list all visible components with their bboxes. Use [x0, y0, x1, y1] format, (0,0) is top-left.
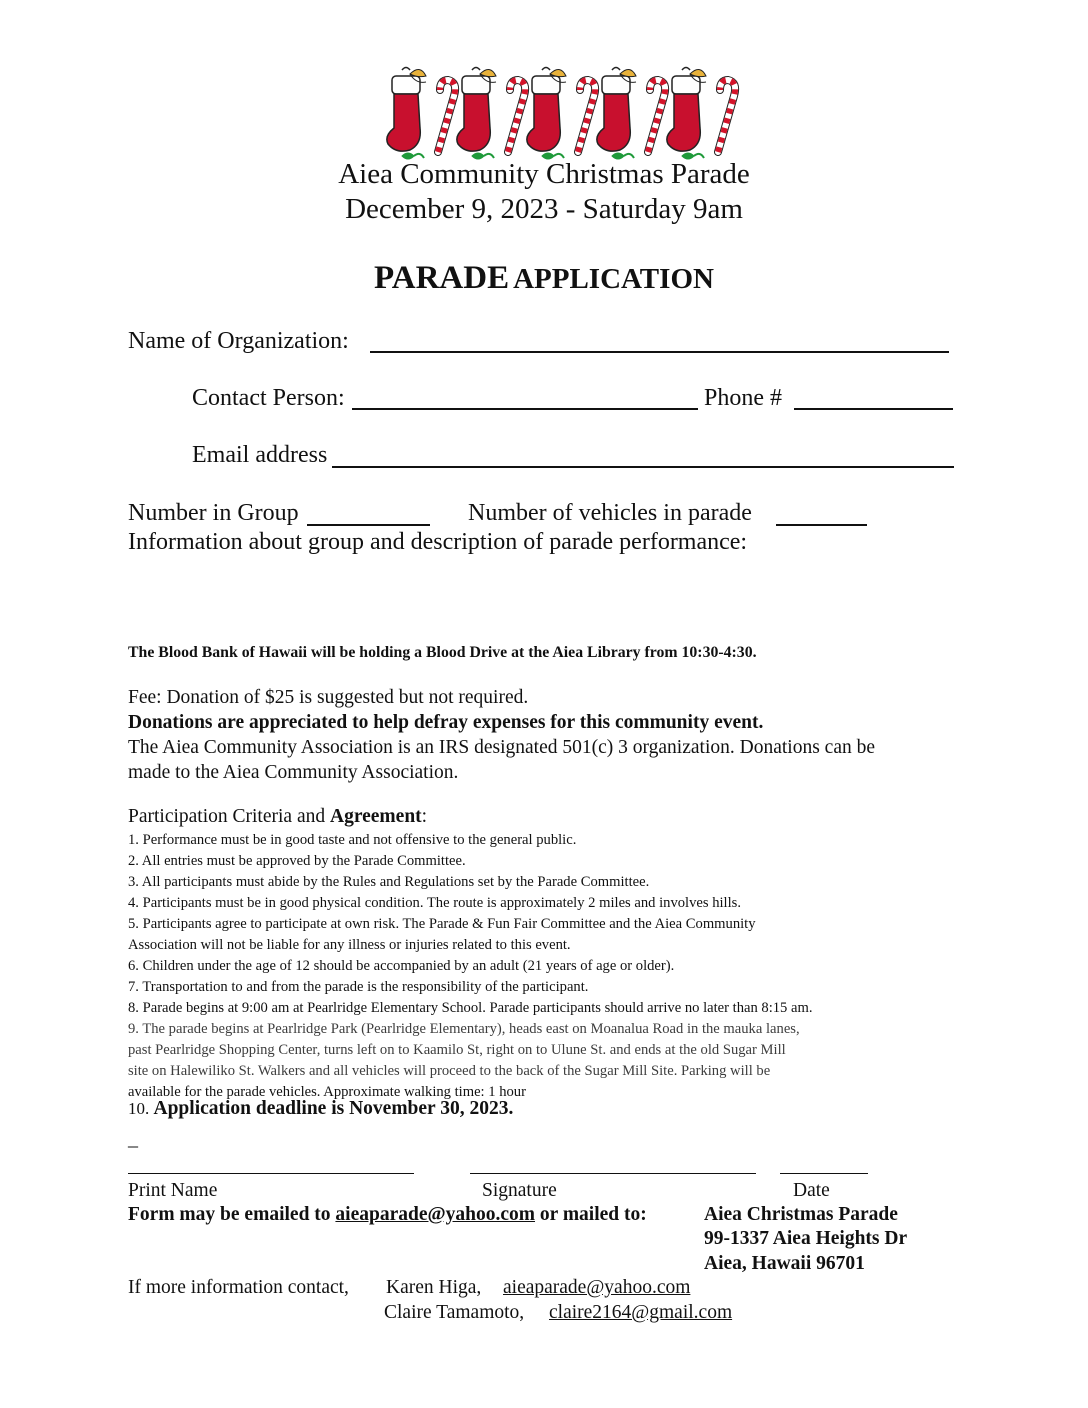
donation-note: Donations are appreciated to help defray expenses for this community event. [128, 712, 764, 733]
contact-input-line[interactable] [352, 408, 698, 410]
criteria-item: 9. The parade begins at Pearlridge Park (Pearlridge Elementary), heads east on Moanalua Road in the mauka lanes, [128, 1021, 800, 1037]
mailing-mid: or mailed to: [535, 1204, 647, 1225]
blood-drive-notice: The Blood Bank of Hawaii will be holding a Blood Drive at the Aiea Library from 10:30-4:30. [128, 644, 757, 661]
criteria-item: 3. All participants must abide by the Rules and Regulations set by the Parade Committee. [128, 874, 650, 890]
contact-email-1[interactable]: aieaparade@yahoo.com [503, 1277, 691, 1298]
mailing-instructions [128, 1204, 647, 1226]
address-line2: 99-1337 Aiea Heights Dr [704, 1228, 908, 1249]
group-count-input-line[interactable] [307, 524, 430, 526]
parade-title: Aiea Community Christmas Parade [338, 158, 750, 190]
deadline-number: 10. [128, 1099, 154, 1118]
criteria-item: available for the parade vehicles. Approximate walking time: 1 hour [128, 1084, 526, 1100]
signature-line[interactable] [470, 1173, 756, 1174]
application-title [0, 260, 1088, 297]
criteria-item: 7. Transportation to and from the parade is the responsibility of the participant. [128, 979, 589, 995]
irs-note-line2: made to the Aiea Community Association. [128, 762, 459, 783]
signature-label: Signature [482, 1180, 557, 1201]
criteria-item: Association will not be liable for any illness or injuries related to this event. [128, 937, 571, 953]
criteria-heading-bold: Agreement [329, 806, 422, 827]
date-line[interactable] [780, 1173, 868, 1174]
contact-name-2: Claire Tamamoto, [384, 1302, 525, 1323]
phone-label: Phone # [704, 385, 782, 411]
fee-line: Fee: Donation of $25 is suggested but not required. [128, 687, 529, 708]
criteria-heading-prefix: Participation Criteria and [128, 806, 330, 827]
contact-email-2[interactable]: claire2164@gmail.com [549, 1302, 733, 1323]
criteria-item: 5. Participants agree to participate at own risk. The Parade & Fun Fair Committee and the Aiea Community [128, 916, 756, 932]
date-label: Date [793, 1180, 830, 1201]
group-count-label: Number in Group [128, 500, 299, 526]
deadline-text: Application deadline is November 30, 2023. [153, 1098, 514, 1119]
criteria-item: 8. Parade begins at 9:00 am at Pearlridge Elementary School. Parade participants should arrive no later than 8:15 am. [128, 1000, 813, 1016]
org-input-line[interactable] [370, 351, 949, 353]
application-title-word1: PARADE [374, 260, 510, 296]
criteria-item: past Pearlridge Shopping Center, turns left on to Kaamilo St, right on to Ulune St. and ends at the old Sugar Mill [128, 1042, 786, 1058]
christmas-stockings-candy-canes-icon [380, 60, 750, 164]
criteria-item: 1. Performance must be in good taste and not offensive to the general public. [128, 832, 577, 848]
vehicles-label: Number of vehicles in parade [468, 500, 752, 526]
contact-prefix: If more information contact, [128, 1277, 349, 1298]
address-line1: Aiea Christmas Parade [704, 1204, 898, 1225]
email-label: Email address [192, 442, 328, 468]
criteria-heading [128, 806, 427, 828]
contact-name-1: Karen Higa, [386, 1277, 482, 1298]
criteria-item: 4. Participants must be in good physical condition. The route is approximately 2 miles and involves hills. [128, 895, 741, 911]
address-line3: Aiea, Hawaii 96701 [704, 1253, 865, 1274]
criteria-item: 6. Children under the age of 12 should be accompanied by an adult (21 years of age or older). [128, 958, 675, 974]
irs-note-line1: The Aiea Community Association is an IRS designated 501(c) 3 organization. Donations can be [128, 737, 875, 758]
criteria-item: 2. All entries must be approved by the Parade Committee. [128, 853, 466, 869]
phone-input-line[interactable] [794, 408, 953, 410]
org-label: Name of Organization: [128, 328, 349, 354]
contact-label: Contact Person: [192, 385, 345, 411]
parade-date: December 9, 2023 - Saturday 9am [345, 193, 743, 225]
application-title-word2: APPLICATION [513, 263, 714, 295]
criteria-item: site on Halewiliko St. Walkers and all vehicles will proceed to the back of the Sugar Mill Site. Parking will be [128, 1063, 771, 1079]
mailing-prefix: Form may be emailed to [128, 1204, 336, 1225]
email-input-line[interactable] [332, 466, 954, 468]
stray-dash: _ [128, 1128, 138, 1150]
print-name-label: Print Name [128, 1180, 218, 1201]
application-deadline [128, 1098, 513, 1120]
group-info-label: Information about group and description of parade performance: [128, 529, 748, 555]
criteria-heading-suffix: : [421, 806, 428, 827]
criteria-list [128, 830, 812, 1103]
mailing-email-link[interactable]: aieaparade@yahoo.com [335, 1204, 536, 1225]
vehicles-input-line[interactable] [776, 524, 867, 526]
print-name-line[interactable] [128, 1173, 414, 1174]
